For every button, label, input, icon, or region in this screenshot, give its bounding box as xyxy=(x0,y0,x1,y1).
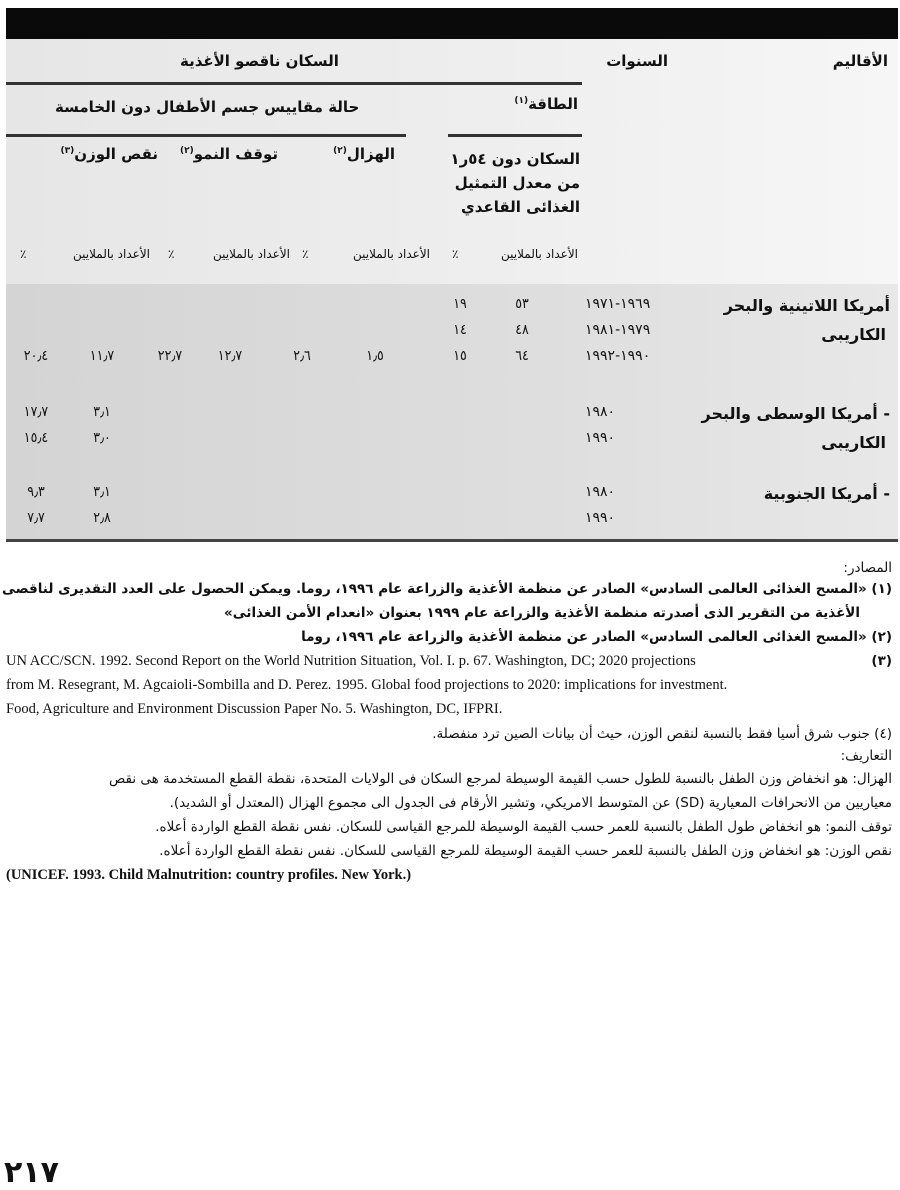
underweight-note: (٣) xyxy=(60,146,75,156)
cell-underweight-pct: ٩٫٣ xyxy=(27,484,45,500)
cell-stunting-num: ١٢٫٧ xyxy=(217,348,243,364)
cell-underweight-pct: ١٧٫٧ xyxy=(23,404,49,420)
header-energy xyxy=(514,95,578,113)
energy-sub-line: من معدل التمثيل xyxy=(454,174,580,192)
definition-wasting-cont: معياريين من الانحرافات المعيارية (SD) عن المتوسط الامريكي، وتشير الأرقام فى الجدول الى مجموع الهزال (المعتدل أو الشديد). xyxy=(169,795,892,811)
unit-label: ٪ xyxy=(452,247,459,261)
header-wasting xyxy=(333,145,395,163)
underweight-label: نقص الوزن xyxy=(74,145,158,163)
cell-energy-pct: ١٩ xyxy=(453,296,467,312)
header-stunting xyxy=(180,145,278,163)
energy-sub-line: السكان دون ٥٤ر١ xyxy=(450,150,580,168)
cell-energy-num: ٤٨ xyxy=(515,322,529,338)
cell-energy-pct: ١٤ xyxy=(453,322,467,338)
source-3-cont: from M. Resegrant, M. Agcaioli-Sombilla and D. Perez. 1995. Global food projections to 2020: implications for investment. xyxy=(6,677,728,693)
cell-underweight-pct: ٢٠٫٤ xyxy=(23,348,49,364)
region-name: أمريكا اللاتينية والبحر xyxy=(723,296,890,315)
definition-underweight: نقص الوزن: هو انخفاض وزن الطفل بالنسبة للعمر حسب القيمة الوسيطة للمرجع القياسى للسكان. نفس نقطة القطع الواردة أعلاه. xyxy=(159,843,892,859)
source-3-cont: Food, Agriculture and Environment Discussion Paper No. 5. Washington, DC, IFPRI. xyxy=(6,701,503,717)
source-2: (٢) «المسح الغذائى العالمى السادس» الصادر عن منظمة الأغذية والزراعة عام ١٩٩٦، روما xyxy=(301,629,892,645)
region-name: - أمريكا الجنوبية xyxy=(763,484,890,503)
unit-label: ٪ xyxy=(168,247,175,261)
sources-title: المصادر: xyxy=(843,560,892,576)
energy-rule xyxy=(448,134,582,137)
cell-underweight-pct: ٧٫٧ xyxy=(27,510,45,526)
cell-wasting-num: ١٫٥ xyxy=(366,348,384,364)
header-rule-j xyxy=(340,82,582,85)
header-underweight xyxy=(61,145,158,163)
cell-underweight-num: ٣٫٠ xyxy=(93,430,111,446)
header-energy-sub xyxy=(450,147,580,219)
unit-label: الأعداد بالملايين xyxy=(501,247,578,261)
table-bottom-rule xyxy=(6,539,898,542)
cell-energy-num: ٥٣ xyxy=(515,296,529,312)
unit-label: ٪ xyxy=(20,247,27,261)
year-cell: ١٩٦٩-١٩٧١ xyxy=(585,296,651,312)
year-cell: ١٩٨٠ xyxy=(585,404,616,420)
cell-wasting-pct: ٢٫٦ xyxy=(293,348,311,364)
cell-energy-num: ٦٤ xyxy=(515,348,529,364)
source-4: (٤) جنوب شرق أسيا فقط بالنسبة لنقص الوزن، حيث أن بيانات الصين ترد منفصلة. xyxy=(432,726,892,742)
header-regions: الأقاليم xyxy=(832,52,888,70)
header-undernourished: السكان ناقصو الأغذية xyxy=(180,52,339,70)
header-anthropometry: حالة مقاييس جسم الأطفال دون الخامسة xyxy=(55,98,360,116)
energy-sub-line: الغذائى القاعدي xyxy=(461,198,580,216)
region-name: الكاريبى xyxy=(821,325,886,344)
cell-underweight-pct: ١٥٫٤ xyxy=(23,430,49,446)
source-1: (١) «المسح الغذائى العالمى السادس» الصادر عن منظمة الأغذية والزراعة عام ١٩٩٦، روما. ويمكن الحصول على العدد التقديرى لناقصى xyxy=(1,581,892,597)
stunting-label: توقف النمو xyxy=(193,145,278,163)
wasting-label: الهزال xyxy=(346,145,395,163)
cell-energy-pct: ١٥ xyxy=(453,348,467,364)
unit-label: ٪ xyxy=(302,247,309,261)
cell-underweight-num: ١١٫٧ xyxy=(89,348,115,364)
region-name: - أمريكا الوسطى والبحر xyxy=(701,404,890,423)
source-1-cont: الأغذية من التقرير الذى أصدرته منظمة الأغذية والزراعة عام ١٩٩٩ بعنوان «انعدام الأمن الغذائى» xyxy=(224,605,860,621)
anthropometry-rule xyxy=(6,134,406,137)
unit-label: الأعداد بالملايين xyxy=(353,247,430,261)
unit-label: الأعداد بالملايين xyxy=(73,247,150,261)
wasting-note: (٢) xyxy=(333,146,347,156)
cell-underweight-num: ٣٫١ xyxy=(93,484,111,500)
cell-stunting-pct: ٢٢٫٧ xyxy=(157,348,183,364)
year-cell: ١٩٩٠ xyxy=(585,510,616,526)
source-3-marker: (٣) xyxy=(871,653,892,669)
header-years: السنوات xyxy=(606,52,668,70)
energy-note: (١) xyxy=(514,96,529,106)
stunting-note: (٢) xyxy=(179,146,194,156)
year-cell: ١٩٩٠ xyxy=(585,430,616,446)
page-number: ٢١٧ xyxy=(4,1155,59,1190)
top-black-bar xyxy=(6,8,898,39)
year-cell: ١٩٩٠-١٩٩٢ xyxy=(585,348,651,364)
year-cell: ١٩٧٩-١٩٨١ xyxy=(585,322,651,338)
definition-wasting: الهزال: هو انخفاض وزن الطفل بالنسبة للطول حسب القيمة الوسيطة لمرجع السكان فى الولايات المتحدة، نقطة القطع المستخدمة هى نقص xyxy=(108,771,892,787)
energy-label: الطاقة xyxy=(528,95,578,113)
region-name: الكاريبى xyxy=(821,433,886,452)
definitions-title: التعاريف: xyxy=(840,748,892,764)
source-3: UN ACC/SCN. 1992. Second Report on the World Nutrition Situation, Vol. I. p. 67. Washington, DC; 2020 projections xyxy=(6,653,696,669)
definitions-source: (UNICEF. 1993. Child Malnutrition: country profiles. New York.) xyxy=(6,867,412,883)
cell-underweight-num: ٣٫١ xyxy=(93,404,111,420)
definition-stunting: توقف النمو: هو انخفاض طول الطفل بالنسبة للعمر حسب القيمة الوسيطة للمرجع القياسى للسكان. نفس نقطة القطع الواردة أعلاه. xyxy=(155,819,892,835)
year-cell: ١٩٨٠ xyxy=(585,484,616,500)
header-rule-i xyxy=(6,82,340,85)
unit-label: الأعداد بالملايين xyxy=(213,247,290,261)
cell-underweight-num: ٢٫٨ xyxy=(93,510,111,526)
